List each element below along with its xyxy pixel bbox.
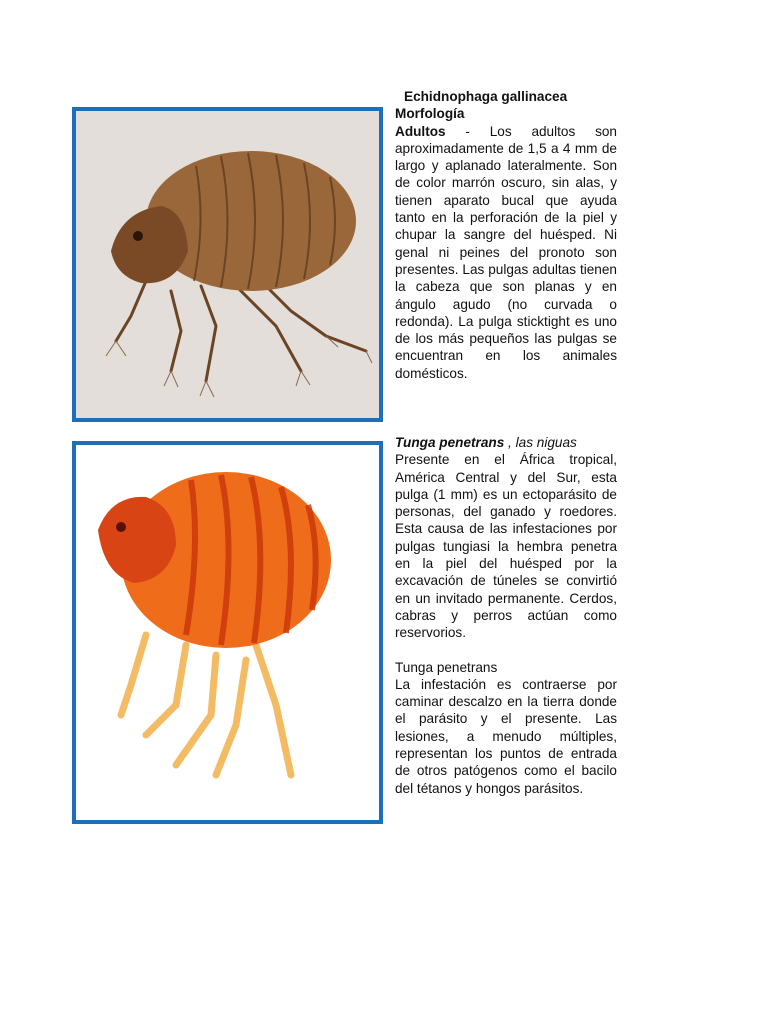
- tunga-common-name: , las niguas: [504, 435, 577, 450]
- flea-eye: [133, 231, 143, 241]
- tunga-flea-illustration: [76, 445, 379, 820]
- tunga-paragraph: Presente en el África tropical, América Central y del Sur, esta pulga (1 mm) es un ectoparásito de personas, del ganado y roedores. Esta causa de las infestaciones por pulgas tungiasi la hembra penetra en la piel del huésped por la excavación de túneles se convirtió en un invitado permanente. Cerdos, cabras y perros actúan como reservorios.: [395, 452, 617, 641]
- adults-label: Adultos: [395, 123, 446, 139]
- tunga-species-name: Tunga penetrans: [395, 435, 505, 450]
- infestation-paragraph: La infestación es contraerse por caminar descalzo en la tierra donde el parásito y el presente. Las lesiones, a menudo múltiples, representan los puntos de entrada de otros patógenos como el bacilo del tétanos y hongos parásitos.: [395, 676, 617, 796]
- paragraph-spacer: [395, 642, 617, 659]
- tunga-subheading: Tunga penetrans: [395, 659, 498, 675]
- adults-text: - Los adultos son aproximadamente de 1,5 a 4 mm de largo y aplanado lateralmente. Son de color marrón oscuro, sin alas, y tienen aparato bucal que ayuda tanto en la perforación de la piel y chupar la sangre del huésped. Ni genal ni peines del pronoto son presentes. Las pulgas adultas tienen la cabeza que son planas y en ángulo agudo (no curvada o redonda). La pulga sticktight es uno de los más pequeños las pulgas se encuentran en los animales domésticos.: [395, 123, 617, 381]
- morphology-heading: Morfología: [395, 106, 465, 122]
- section-tunga: [395, 434, 617, 797]
- adults-paragraph: [395, 123, 617, 382]
- tunga-heading: [395, 434, 617, 451]
- flea-eye: [116, 522, 126, 532]
- flea-image-frame-2: [72, 441, 383, 824]
- echidnophaga-flea-illustration: [76, 111, 379, 418]
- species-title: Echidnophaga gallinacea: [404, 89, 568, 104]
- section-echidnophaga: [395, 88, 617, 382]
- flea-image-frame-1: [72, 107, 383, 422]
